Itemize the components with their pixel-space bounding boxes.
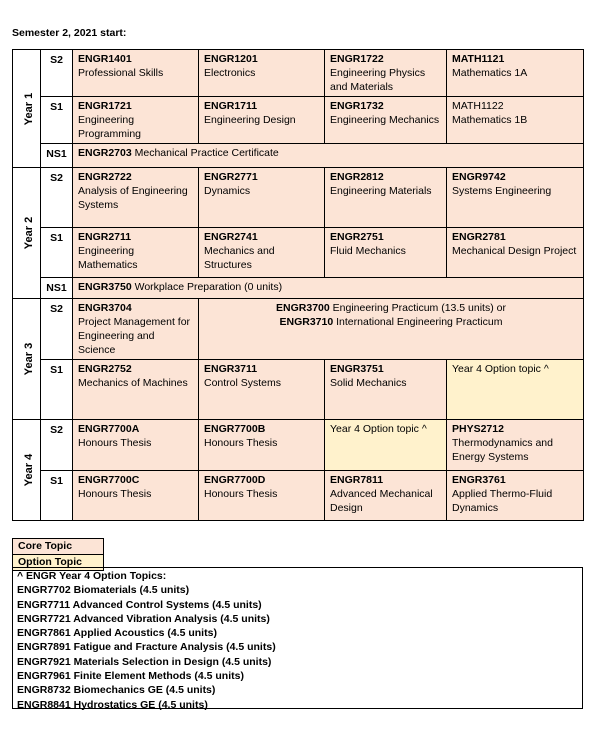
option-item: ENGR7961 Finite Element Methods (4.5 units): [17, 670, 244, 683]
topic-cell: ENGR2741 Mechanics and Structures: [199, 228, 325, 278]
topic-cell: PHYS2712 Thermodynamics and Energy Systems: [447, 420, 584, 471]
semester-label: S1: [41, 228, 73, 278]
topic-cell: ENGR3711 Control Systems: [199, 360, 325, 420]
topic-cell: ENGR7811 Advanced Mechanical Design: [325, 471, 447, 521]
option-item: ENGR7861 Applied Acoustics (4.5 units): [17, 627, 217, 640]
topic-cell: MATH1121 Mathematics 1A: [447, 50, 584, 97]
topic-cell: MATH1122 Mathematics 1B: [447, 97, 584, 144]
option-item: ENGR7921 Materials Selection in Design (4.5 units): [17, 655, 272, 668]
option-topic-cell: Year 4 Option topic ^: [447, 360, 584, 420]
semester-label: S2: [41, 420, 73, 471]
topic-cell: ENGR1732 Engineering Mechanics: [325, 97, 447, 144]
semester-label: S1: [41, 360, 73, 420]
topic-cell: ENGR7700B Honours Thesis: [199, 420, 325, 471]
topic-cell: ENGR2771 Dynamics: [199, 168, 325, 228]
topic-cell: ENGR1721 Engineering Programming: [73, 97, 199, 144]
semester-label: NS1: [41, 144, 73, 168]
topic-cell: ENGR7700A Honours Thesis: [73, 420, 199, 471]
option-item: ENGR8841 Hydrostatics GE (4.5 units): [17, 698, 208, 711]
topic-cell: ENGR2752 Mechanics of Machines: [73, 360, 199, 420]
semester-label: S2: [41, 168, 73, 228]
semester-label: S1: [41, 471, 73, 521]
year-1-label: Year 1: [13, 50, 41, 168]
semester-label: S2: [41, 50, 73, 97]
legend-core: Core Topic: [13, 539, 104, 555]
topic-cell: ENGR3751 Solid Mechanics: [325, 360, 447, 420]
topic-cell: ENGR3704 Project Management for Engineering and Science: [73, 299, 199, 360]
option-item: ENGR7891 Fatigue and Fracture Analysis (4.5 units): [17, 641, 276, 654]
option-topic-cell: Year 4 Option topic ^: [325, 420, 447, 471]
option-topics-box: [12, 567, 583, 709]
semester-label: S1: [41, 97, 73, 144]
topic-cell: ENGR9742 Systems Engineering: [447, 168, 584, 228]
page-title: Semester 2, 2021 start:: [12, 27, 127, 39]
topic-cell: ENGR1711 Engineering Design: [199, 97, 325, 144]
topic-cell: ENGR2781 Mechanical Design Project: [447, 228, 584, 278]
year-3-label: Year 3: [13, 299, 41, 420]
options-heading: ^ ENGR Year 4 Option Topics:: [17, 570, 167, 582]
practicum-cell: ENGR3700 Engineering Practicum (13.5 units) or ENGR3710 International Engineering Practicum: [199, 299, 584, 360]
year-2-label: Year 2: [13, 168, 41, 299]
study-plan-table: [12, 49, 584, 521]
option-item: ENGR7702 Biomaterials (4.5 units): [17, 584, 190, 597]
topic-cell: ENGR1401 Professional Skills: [73, 50, 199, 97]
topic-cell: ENGR3761 Applied Thermo-Fluid Dynamics: [447, 471, 584, 521]
topic-cell: ENGR7700C Honours Thesis: [73, 471, 199, 521]
option-item: ENGR8732 Biomechanics GE (4.5 units): [17, 684, 216, 697]
semester-label: S2: [41, 299, 73, 360]
semester-label: NS1: [41, 278, 73, 299]
topic-cell: ENGR1201 Electronics: [199, 50, 325, 97]
topic-cell: ENGR2703 Mechanical Practice Certificate: [73, 144, 584, 168]
topic-cell: ENGR3750 Workplace Preparation (0 units): [73, 278, 584, 299]
option-item: ENGR7721 Advanced Vibration Analysis (4.5 units): [17, 612, 270, 625]
topic-cell: ENGR2751 Fluid Mechanics: [325, 228, 447, 278]
topic-cell: ENGR7700D Honours Thesis: [199, 471, 325, 521]
option-item: ENGR7711 Advanced Control Systems (4.5 units): [17, 598, 262, 611]
legend-option: Option Topic: [13, 555, 104, 571]
topic-cell: ENGR2722 Analysis of Engineering Systems: [73, 168, 199, 228]
year-4-label: Year 4: [13, 420, 41, 521]
topic-cell: ENGR2711 Engineering Mathematics: [73, 228, 199, 278]
topic-cell: ENGR2812 Engineering Materials: [325, 168, 447, 228]
topic-cell: ENGR1722 Engineering Physics and Materials: [325, 50, 447, 97]
